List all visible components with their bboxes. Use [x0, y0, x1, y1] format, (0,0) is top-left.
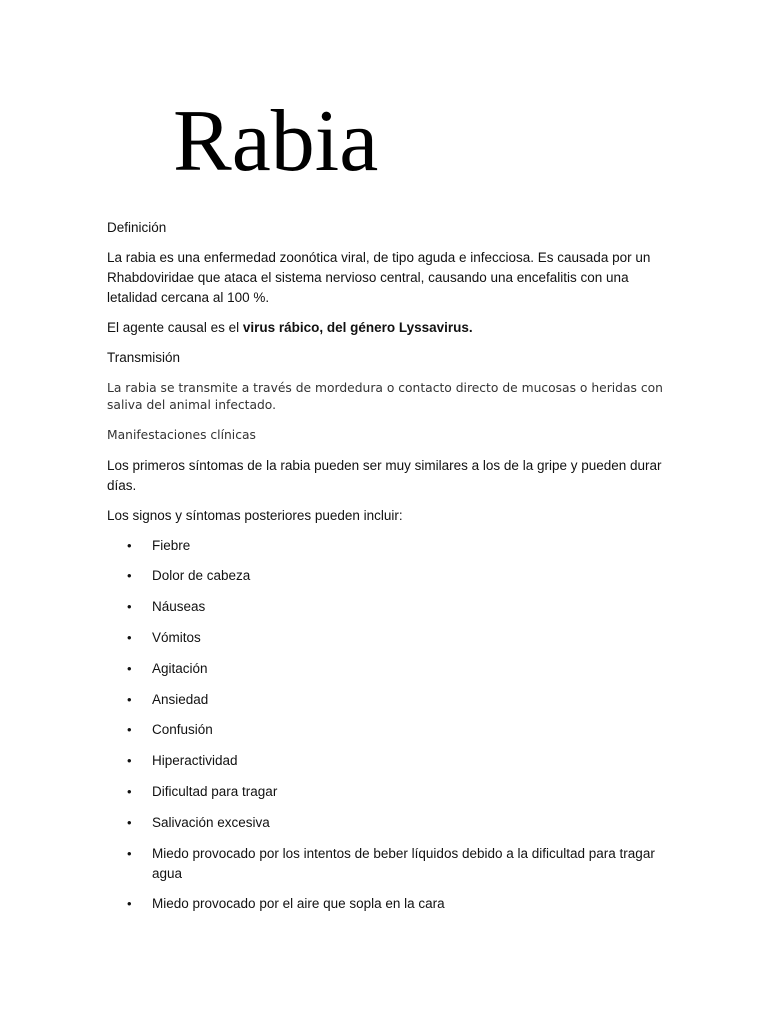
causal-agent-name: virus rábico, del género Lyssavirus. — [242, 320, 473, 335]
bullet-icon: • — [127, 629, 132, 645]
definition-paragraph: La rabia es una enfermedad zoonótica viral, de tipo aguda e infecciosa. Es causada por un Rhabdoviridae que ataca el sistema nervioso central, causando una encefalitis con una letalidad cercana al 100 %. — [107, 250, 651, 305]
bullet-icon: • — [127, 691, 132, 707]
later-symptoms-intro: Los signos y síntomas posteriores pueden incluir: — [107, 507, 403, 523]
causal-agent-prefix: El agente causal es el — [107, 320, 243, 335]
document-title: Rabia — [173, 93, 379, 190]
bullet-icon: • — [127, 537, 132, 553]
symptom-text: Miedo provocado por los intentos de beber líquidos debido a la dificultad para tragar agua — [152, 845, 655, 881]
definition-heading: Definición — [107, 220, 167, 235]
symptom-text: Dolor de cabeza — [152, 568, 251, 584]
symptom-text: Ansiedad — [152, 691, 209, 707]
symptom-list-item — [107, 566, 667, 586]
symptom-text: Miedo provocado por el aire que sopla en la cara — [152, 896, 445, 912]
symptom-list-item — [107, 690, 667, 710]
bullet-icon: • — [127, 568, 132, 584]
symptom-text: Náuseas — [152, 599, 206, 615]
symptom-text: Salivación excesiva — [152, 814, 270, 830]
bullet-icon: • — [127, 845, 132, 861]
symptom-text: Hiperactividad — [152, 753, 238, 769]
manifestations-heading: Manifestaciones clínicas — [107, 427, 256, 442]
bullet-icon: • — [127, 753, 132, 769]
symptom-list-item — [107, 751, 667, 771]
bullet-icon: • — [127, 660, 132, 676]
symptom-list-item — [107, 844, 667, 884]
symptom-list-item — [107, 597, 667, 617]
symptom-list-item — [107, 720, 667, 740]
early-symptoms-paragraph: Los primeros síntomas de la rabia pueden ser muy similares a los de la gripe y pueden durar días. — [107, 457, 662, 493]
bullet-icon: • — [127, 814, 132, 830]
transmission-paragraph: La rabia se transmite a través de mordedura o contacto directo de mucosas o heridas con saliva del animal infectado. — [107, 381, 663, 413]
symptom-list-item — [107, 536, 667, 556]
symptom-text: Agitación — [152, 660, 208, 676]
symptom-text: Dificultad para tragar — [152, 783, 278, 799]
symptom-list-item — [107, 894, 667, 914]
transmission-heading: Transmisión — [107, 350, 181, 365]
symptom-list — [107, 536, 667, 915]
causal-agent-paragraph — [107, 318, 667, 338]
bullet-icon: • — [127, 896, 132, 912]
symptom-text: Vómitos — [152, 629, 201, 645]
symptom-list-item — [107, 813, 667, 833]
symptom-list-item — [107, 628, 667, 648]
symptom-text: Confusión — [152, 722, 213, 738]
symptom-text: Fiebre — [152, 537, 191, 553]
bullet-icon: • — [127, 783, 132, 799]
bullet-icon: • — [127, 599, 132, 615]
bullet-icon: • — [127, 722, 132, 738]
symptom-list-item — [107, 659, 667, 679]
symptom-list-item — [107, 782, 667, 802]
document-body — [107, 218, 667, 925]
